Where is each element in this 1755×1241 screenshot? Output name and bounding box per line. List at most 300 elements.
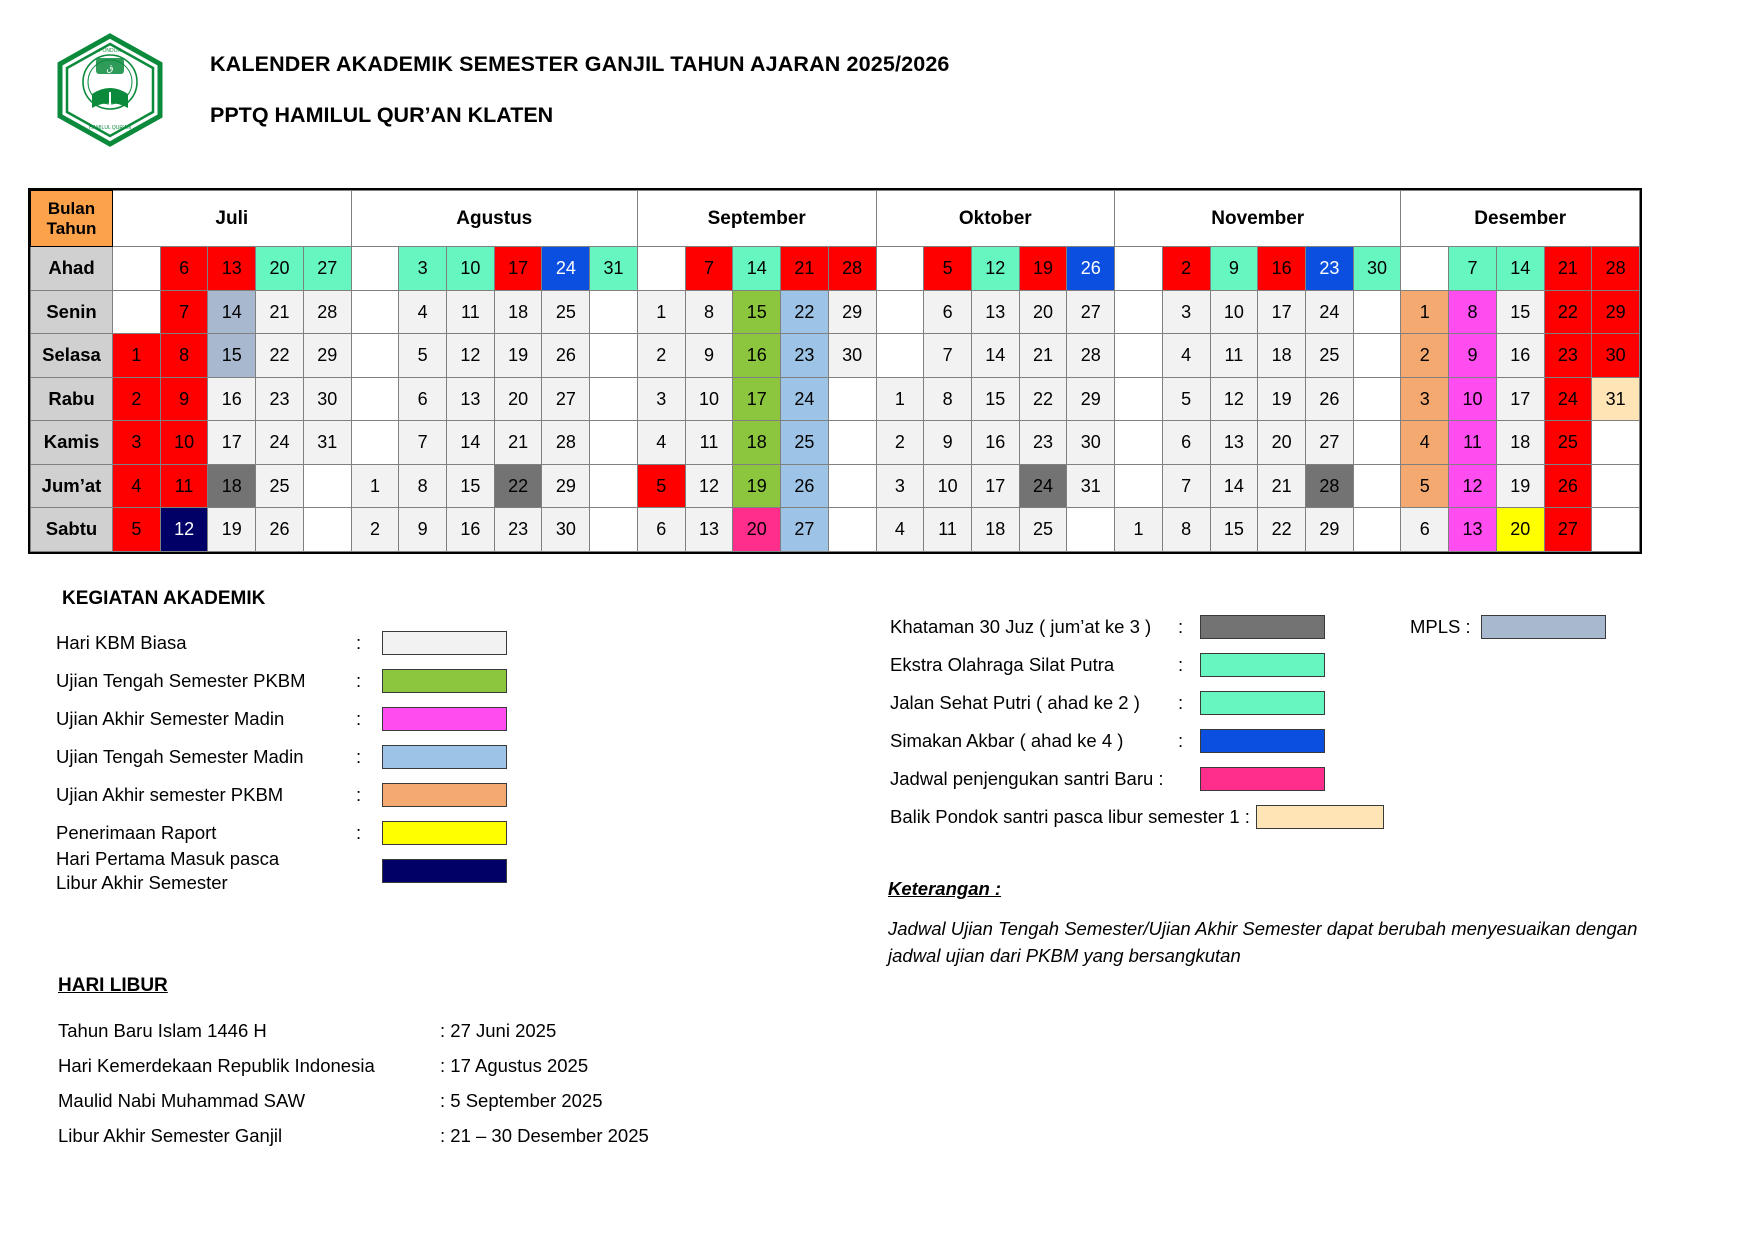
calendar-cell-empty bbox=[1115, 247, 1163, 291]
calendar-corner-header bbox=[31, 191, 113, 247]
legend-swatch bbox=[1200, 691, 1325, 715]
legend-swatch bbox=[382, 745, 507, 769]
legend-item bbox=[56, 814, 756, 851]
month-header-oktober: Oktober bbox=[876, 191, 1115, 247]
calendar-cell: 9 bbox=[924, 421, 972, 465]
calendar-cell: 30 bbox=[1592, 334, 1640, 378]
calendar-cell: 18 bbox=[1258, 334, 1306, 378]
calendar-cell: 4 bbox=[399, 290, 447, 334]
calendar-cell: 13 bbox=[208, 247, 256, 291]
calendar-cell: 3 bbox=[637, 377, 685, 421]
calendar-cell: 2 bbox=[351, 508, 399, 552]
holiday-date: : 17 Agustus 2025 bbox=[440, 1054, 589, 1076]
holiday-name: Maulid Nabi Muhammad SAW bbox=[58, 1089, 306, 1111]
calendar-cell-empty bbox=[828, 464, 876, 508]
calendar-cell: 26 bbox=[1544, 464, 1592, 508]
calendar-cell: 2 bbox=[637, 334, 685, 378]
calendar-cell: 8 bbox=[924, 377, 972, 421]
calendar-cell-empty bbox=[113, 290, 161, 334]
calendar-cell-empty bbox=[1353, 377, 1401, 421]
calendar-cell: 18 bbox=[733, 421, 781, 465]
day-label-selasa: Selasa bbox=[31, 334, 113, 378]
calendar-cell: 6 bbox=[924, 290, 972, 334]
legend-swatch-balik-pondok bbox=[1256, 805, 1384, 829]
calendar-cell-empty bbox=[590, 334, 638, 378]
calendar-cell: 17 bbox=[733, 377, 781, 421]
calendar-cell: 17 bbox=[1258, 290, 1306, 334]
calendar-cell-empty bbox=[828, 508, 876, 552]
legend-item bbox=[56, 738, 756, 775]
calendar-cell: 31 bbox=[590, 247, 638, 291]
calendar-cell-empty bbox=[1353, 290, 1401, 334]
calendar-cell: 29 bbox=[303, 334, 351, 378]
holiday-date: : 27 Juni 2025 bbox=[440, 1019, 557, 1041]
calendar-cell: 29 bbox=[1067, 377, 1115, 421]
day-label-jumat: Jum’at bbox=[31, 464, 113, 508]
calendar-cell: 4 bbox=[1162, 334, 1210, 378]
calendar-cell: 26 bbox=[1067, 247, 1115, 291]
calendar-cell: 15 bbox=[1210, 508, 1258, 552]
calendar-cell: 28 bbox=[1592, 247, 1640, 291]
calendar-cell: 6 bbox=[1401, 508, 1449, 552]
calendar-cell: 10 bbox=[924, 464, 972, 508]
calendar-cell-empty bbox=[590, 290, 638, 334]
legend-item bbox=[890, 722, 1710, 759]
calendar-cell: 27 bbox=[1305, 421, 1353, 465]
calendar-cell: 13 bbox=[685, 508, 733, 552]
calendar-cell: 10 bbox=[685, 377, 733, 421]
calendar-cell: 17 bbox=[494, 247, 542, 291]
calendar-cell: 7 bbox=[1449, 247, 1497, 291]
calendar-cell: 12 bbox=[160, 508, 208, 552]
calendar-cell: 26 bbox=[781, 464, 829, 508]
calendar-cell: 22 bbox=[1258, 508, 1306, 552]
calendar-cell-empty bbox=[1592, 464, 1640, 508]
calendar-cell: 14 bbox=[971, 334, 1019, 378]
legend-item bbox=[56, 662, 756, 699]
calendar-cell-empty bbox=[828, 377, 876, 421]
calendar-cell-empty bbox=[590, 377, 638, 421]
day-label-kamis: Kamis bbox=[31, 421, 113, 465]
calendar-cell: 29 bbox=[542, 464, 590, 508]
calendar-cell: 6 bbox=[637, 508, 685, 552]
calendar-cell: 28 bbox=[828, 247, 876, 291]
calendar-cell: 20 bbox=[494, 377, 542, 421]
calendar-cell: 25 bbox=[1544, 421, 1592, 465]
legend-mpls bbox=[1410, 608, 1606, 645]
calendar-cell: 31 bbox=[303, 421, 351, 465]
holiday-name: Libur Akhir Semester Ganjil bbox=[58, 1124, 283, 1146]
calendar-cell: 27 bbox=[303, 247, 351, 291]
calendar-cell-empty bbox=[351, 290, 399, 334]
calendar-cell: 27 bbox=[1544, 508, 1592, 552]
calendar-cell: 3 bbox=[876, 464, 924, 508]
calendar-cell: 30 bbox=[828, 334, 876, 378]
calendar-cell-empty bbox=[1115, 421, 1163, 465]
calendar-cell: 16 bbox=[1496, 334, 1544, 378]
legend-item-label: Jalan Sehat Putri ( ahad ke 2 ) bbox=[890, 691, 1140, 713]
calendar-cell: 28 bbox=[303, 290, 351, 334]
calendar-cell: 31 bbox=[1592, 377, 1640, 421]
hari-libur-title: HARI LIBUR bbox=[58, 975, 168, 996]
calendar-row-rabu bbox=[31, 377, 1640, 421]
calendar-cell: 23 bbox=[1305, 247, 1353, 291]
calendar-cell: 30 bbox=[1067, 421, 1115, 465]
legend-swatch-mpls bbox=[1481, 615, 1606, 639]
calendar-cell: 7 bbox=[160, 290, 208, 334]
calendar-cell: 13 bbox=[1210, 421, 1258, 465]
calendar-cell: 21 bbox=[1258, 464, 1306, 508]
legend-item-label: Ujian Tengah Semester Madin bbox=[56, 745, 304, 767]
calendar-cell: 3 bbox=[399, 247, 447, 291]
calendar-cell: 4 bbox=[113, 464, 161, 508]
calendar-cell: 16 bbox=[1258, 247, 1306, 291]
calendar-cell-empty bbox=[303, 508, 351, 552]
calendar-cell: 3 bbox=[1401, 377, 1449, 421]
calendar-cell-empty bbox=[1115, 377, 1163, 421]
calendar-cell: 28 bbox=[542, 421, 590, 465]
calendar-row-senin bbox=[31, 290, 1640, 334]
legend-item-colon: : bbox=[356, 821, 362, 843]
day-label-ahad: Ahad bbox=[31, 247, 113, 291]
legend-last-line1: Hari Pertama Masuk pasca bbox=[56, 848, 280, 870]
calendar-cell: 11 bbox=[160, 464, 208, 508]
calendar-cell-empty bbox=[876, 290, 924, 334]
calendar-cell-empty bbox=[876, 247, 924, 291]
calendar-cell: 22 bbox=[1019, 377, 1067, 421]
calendar-cell-empty bbox=[1592, 421, 1640, 465]
calendar-cell: 1 bbox=[113, 334, 161, 378]
calendar-cell: 27 bbox=[781, 508, 829, 552]
calendar-cell: 9 bbox=[1210, 247, 1258, 291]
calendar-cell: 27 bbox=[542, 377, 590, 421]
school-logo bbox=[52, 32, 168, 148]
calendar-cell: 27 bbox=[1067, 290, 1115, 334]
legend-item-label: Khataman 30 Juz ( jum’at ke 3 ) bbox=[890, 615, 1152, 637]
calendar-row-selasa bbox=[31, 334, 1640, 378]
calendar-cell: 6 bbox=[1162, 421, 1210, 465]
calendar-cell: 10 bbox=[447, 247, 495, 291]
calendar-cell: 6 bbox=[399, 377, 447, 421]
calendar-cell: 23 bbox=[1544, 334, 1592, 378]
calendar-cell: 12 bbox=[1449, 464, 1497, 508]
calendar-cell: 16 bbox=[733, 334, 781, 378]
calendar-cell: 28 bbox=[1067, 334, 1115, 378]
calendar-cell: 11 bbox=[447, 290, 495, 334]
calendar-cell: 29 bbox=[1592, 290, 1640, 334]
legend-item bbox=[890, 646, 1710, 683]
legend-item-label: Hari KBM Biasa bbox=[56, 631, 187, 653]
calendar-cell: 7 bbox=[924, 334, 972, 378]
calendar-cell: 24 bbox=[781, 377, 829, 421]
legend-item-colon: : bbox=[1178, 691, 1184, 713]
calendar-cell: 23 bbox=[494, 508, 542, 552]
month-header-november: November bbox=[1115, 191, 1401, 247]
legend-item-label: Ujian Tengah Semester PKBM bbox=[56, 669, 306, 691]
legend-item-last-label bbox=[56, 847, 356, 893]
calendar-cell-empty bbox=[590, 508, 638, 552]
legend-academic-activities bbox=[56, 588, 756, 893]
calendar-row-jumat bbox=[31, 464, 1640, 508]
svg-text:PONDOK: PONDOK bbox=[99, 48, 121, 54]
legend-item-colon: : bbox=[356, 707, 362, 729]
legend-item-colon: : bbox=[356, 669, 362, 691]
legend-item-label: Simakan Akbar ( ahad ke 4 ) bbox=[890, 729, 1124, 751]
calendar-cell: 15 bbox=[1496, 290, 1544, 334]
calendar-cell: 13 bbox=[971, 290, 1019, 334]
calendar-cell: 24 bbox=[542, 247, 590, 291]
legend-balik-pondok bbox=[890, 798, 1384, 835]
calendar-cell: 14 bbox=[447, 421, 495, 465]
calendar-cell: 30 bbox=[1353, 247, 1401, 291]
calendar-cell: 8 bbox=[685, 290, 733, 334]
page-header bbox=[0, 0, 1755, 175]
calendar-cell: 16 bbox=[447, 508, 495, 552]
calendar-cell: 31 bbox=[1067, 464, 1115, 508]
keterangan-section bbox=[888, 878, 1688, 970]
month-header-agustus: Agustus bbox=[351, 191, 637, 247]
legend-item bbox=[890, 684, 1710, 721]
calendar-cell-empty bbox=[351, 377, 399, 421]
calendar-cell: 12 bbox=[685, 464, 733, 508]
calendar-cell: 22 bbox=[781, 290, 829, 334]
calendar-cell: 9 bbox=[685, 334, 733, 378]
calendar-cell-empty bbox=[590, 464, 638, 508]
calendar-cell: 14 bbox=[1210, 464, 1258, 508]
calendar-cell: 22 bbox=[1544, 290, 1592, 334]
calendar-cell-empty bbox=[351, 421, 399, 465]
legend-swatch bbox=[382, 821, 507, 845]
calendar-cell: 2 bbox=[1401, 334, 1449, 378]
legend-last-line2: Libur Akhir Semester bbox=[56, 871, 228, 893]
calendar-cell: 2 bbox=[876, 421, 924, 465]
calendar-cell-empty bbox=[1115, 290, 1163, 334]
calendar-table-wrapper bbox=[28, 188, 1638, 559]
legend-swatch bbox=[1200, 653, 1325, 677]
calendar-cell: 1 bbox=[1115, 508, 1163, 552]
calendar-cell: 26 bbox=[1305, 377, 1353, 421]
calendar-cell: 9 bbox=[1449, 334, 1497, 378]
calendar-cell-empty bbox=[1115, 464, 1163, 508]
calendar-cell: 22 bbox=[256, 334, 304, 378]
legend-item-last bbox=[56, 848, 756, 893]
calendar-cell: 26 bbox=[542, 334, 590, 378]
keterangan-title: Keterangan : bbox=[888, 878, 1002, 899]
calendar-cell: 9 bbox=[160, 377, 208, 421]
calendar-cell: 25 bbox=[542, 290, 590, 334]
legend-swatch-libur-akhir-semester bbox=[382, 859, 507, 883]
month-header-desember: Desember bbox=[1401, 191, 1640, 247]
calendar-cell: 8 bbox=[399, 464, 447, 508]
calendar-cell-empty bbox=[1115, 334, 1163, 378]
calendar-cell: 10 bbox=[160, 421, 208, 465]
day-label-sabtu: Sabtu bbox=[31, 508, 113, 552]
calendar-cell: 15 bbox=[208, 334, 256, 378]
legend-mpls-label: MPLS : bbox=[1410, 615, 1471, 637]
calendar-cell: 15 bbox=[447, 464, 495, 508]
calendar-cell: 26 bbox=[256, 508, 304, 552]
calendar-row-ahad bbox=[31, 247, 1640, 291]
legend-item-colon: : bbox=[356, 631, 362, 653]
calendar-cell: 8 bbox=[1449, 290, 1497, 334]
calendar-cell-empty bbox=[1401, 247, 1449, 291]
calendar-cell: 17 bbox=[208, 421, 256, 465]
calendar-cell: 1 bbox=[351, 464, 399, 508]
calendar-cell: 11 bbox=[685, 421, 733, 465]
calendar-cell: 23 bbox=[256, 377, 304, 421]
calendar-cell: 12 bbox=[971, 247, 1019, 291]
calendar-cell: 11 bbox=[924, 508, 972, 552]
calendar-cell: 1 bbox=[876, 377, 924, 421]
legend-item-colon: : bbox=[1178, 615, 1184, 637]
calendar-cell-empty bbox=[637, 247, 685, 291]
calendar-cell: 25 bbox=[256, 464, 304, 508]
calendar-cell: 2 bbox=[113, 377, 161, 421]
calendar-cell: 11 bbox=[1210, 334, 1258, 378]
calendar-cell: 17 bbox=[971, 464, 1019, 508]
calendar-cell: 20 bbox=[1496, 508, 1544, 552]
hari-libur-section bbox=[58, 975, 818, 1153]
holiday-name: Tahun Baru Islam 1446 H bbox=[58, 1019, 267, 1041]
legend-item bbox=[890, 760, 1710, 797]
calendar-cell-empty bbox=[876, 334, 924, 378]
svg-text:HAMILUL QUR'AN: HAMILUL QUR'AN bbox=[89, 125, 131, 131]
calendar-cell: 13 bbox=[447, 377, 495, 421]
calendar-cell: 10 bbox=[1449, 377, 1497, 421]
calendar-cell: 21 bbox=[781, 247, 829, 291]
legend-title: KEGIATAN AKADEMIK bbox=[62, 588, 266, 609]
calendar-cell: 5 bbox=[1401, 464, 1449, 508]
calendar-cell: 7 bbox=[685, 247, 733, 291]
calendar-cell-empty bbox=[113, 247, 161, 291]
calendar-cell: 19 bbox=[1496, 464, 1544, 508]
legend-balik-label: Balik Pondok santri pasca libur semester 1 : bbox=[890, 805, 1250, 827]
legend-swatch bbox=[382, 707, 507, 731]
calendar-cell: 5 bbox=[113, 508, 161, 552]
calendar-cell: 23 bbox=[1019, 421, 1067, 465]
calendar-cell-empty bbox=[351, 247, 399, 291]
day-label-senin: Senin bbox=[31, 290, 113, 334]
legend-swatch bbox=[1200, 767, 1325, 791]
calendar-cell: 24 bbox=[256, 421, 304, 465]
calendar-cell-empty bbox=[1067, 508, 1115, 552]
calendar-cell: 20 bbox=[256, 247, 304, 291]
calendar-cell-empty bbox=[1353, 508, 1401, 552]
day-label-rabu: Rabu bbox=[31, 377, 113, 421]
calendar-cell: 18 bbox=[208, 464, 256, 508]
calendar-cell: 24 bbox=[1544, 377, 1592, 421]
calendar-cell: 7 bbox=[399, 421, 447, 465]
page-title: KALENDER AKADEMIK SEMESTER GANJIL TAHUN AJARAN 2025/2026 bbox=[210, 52, 950, 76]
calendar-cell: 18 bbox=[494, 290, 542, 334]
calendar-cell: 17 bbox=[1496, 377, 1544, 421]
legend-item-colon: : bbox=[1178, 653, 1184, 675]
calendar-cell-empty bbox=[590, 421, 638, 465]
calendar-cell: 22 bbox=[494, 464, 542, 508]
calendar-row-sabtu bbox=[31, 508, 1640, 552]
calendar-cell: 6 bbox=[160, 247, 208, 291]
calendar-cell: 12 bbox=[1210, 377, 1258, 421]
title-block bbox=[210, 52, 950, 128]
calendar-cell: 5 bbox=[924, 247, 972, 291]
legend-swatch bbox=[1200, 615, 1325, 639]
calendar-cell: 5 bbox=[399, 334, 447, 378]
legend-item bbox=[56, 776, 756, 813]
calendar-cell-empty bbox=[1353, 464, 1401, 508]
calendar-cell: 4 bbox=[637, 421, 685, 465]
legend-item-colon: : bbox=[356, 783, 362, 805]
legend-swatch bbox=[382, 631, 507, 655]
keterangan-body: Jadwal Ujian Tengah Semester/Ujian Akhir Semester dapat berubah menyesuaikan dengan jadwal ujian dari PKBM yang bersangkutan bbox=[888, 918, 1638, 966]
calendar-cell: 19 bbox=[1019, 247, 1067, 291]
legend-item-colon: : bbox=[356, 745, 362, 767]
calendar-cell: 13 bbox=[1449, 508, 1497, 552]
legend-item-label: Ujian Akhir Semester Madin bbox=[56, 707, 285, 729]
calendar-cell: 10 bbox=[1210, 290, 1258, 334]
calendar-cell: 28 bbox=[1305, 464, 1353, 508]
legend-item-label: Jadwal penjengukan santri Baru : bbox=[890, 767, 1164, 789]
calendar-cell: 3 bbox=[113, 421, 161, 465]
calendar-cell: 4 bbox=[1401, 421, 1449, 465]
legend-item-label: Ekstra Olahraga Silat Putra bbox=[890, 653, 1115, 675]
calendar-cell: 5 bbox=[637, 464, 685, 508]
svg-text:ق: ق bbox=[106, 63, 114, 73]
legend-item-colon: : bbox=[1178, 729, 1184, 751]
calendar-row-kamis bbox=[31, 421, 1640, 465]
calendar-cell: 24 bbox=[1305, 290, 1353, 334]
calendar-cell: 21 bbox=[1019, 334, 1067, 378]
calendar-cell: 24 bbox=[1019, 464, 1067, 508]
calendar-header-row bbox=[31, 191, 1640, 247]
calendar-cell: 30 bbox=[542, 508, 590, 552]
legend-item bbox=[56, 624, 756, 661]
corner-line-tahun: Tahun bbox=[46, 218, 97, 238]
calendar-cell: 2 bbox=[1162, 247, 1210, 291]
calendar-cell: 25 bbox=[1305, 334, 1353, 378]
calendar-cell: 21 bbox=[494, 421, 542, 465]
calendar-cell: 18 bbox=[971, 508, 1019, 552]
page-subtitle: PPTQ HAMILUL QUR’AN KLATEN bbox=[210, 103, 554, 127]
legend-swatch bbox=[382, 669, 507, 693]
calendar-cell: 1 bbox=[1401, 290, 1449, 334]
holiday-date: : 5 September 2025 bbox=[440, 1089, 603, 1111]
holiday-row bbox=[58, 1048, 818, 1083]
calendar-cell: 29 bbox=[828, 290, 876, 334]
calendar-cell: 23 bbox=[781, 334, 829, 378]
calendar-cell: 19 bbox=[733, 464, 781, 508]
academic-calendar-table bbox=[30, 190, 1640, 552]
calendar-cell: 14 bbox=[1496, 247, 1544, 291]
calendar-cell: 25 bbox=[1019, 508, 1067, 552]
legend-item-label: Ujian Akhir semester PKBM bbox=[56, 783, 284, 805]
calendar-cell: 9 bbox=[399, 508, 447, 552]
calendar-cell: 20 bbox=[1258, 421, 1306, 465]
holiday-name: Hari Kemerdekaan Republik Indonesia bbox=[58, 1054, 375, 1076]
calendar-cell: 30 bbox=[303, 377, 351, 421]
legend-item bbox=[56, 700, 756, 737]
calendar-cell-empty bbox=[1592, 508, 1640, 552]
calendar-cell: 12 bbox=[447, 334, 495, 378]
calendar-cell: 16 bbox=[208, 377, 256, 421]
calendar-cell-empty bbox=[1353, 421, 1401, 465]
legend-swatch bbox=[382, 783, 507, 807]
calendar-cell-empty bbox=[828, 421, 876, 465]
calendar-cell: 19 bbox=[208, 508, 256, 552]
calendar-cell: 21 bbox=[256, 290, 304, 334]
calendar-cell: 20 bbox=[1019, 290, 1067, 334]
calendar-cell: 3 bbox=[1162, 290, 1210, 334]
calendar-cell: 20 bbox=[733, 508, 781, 552]
